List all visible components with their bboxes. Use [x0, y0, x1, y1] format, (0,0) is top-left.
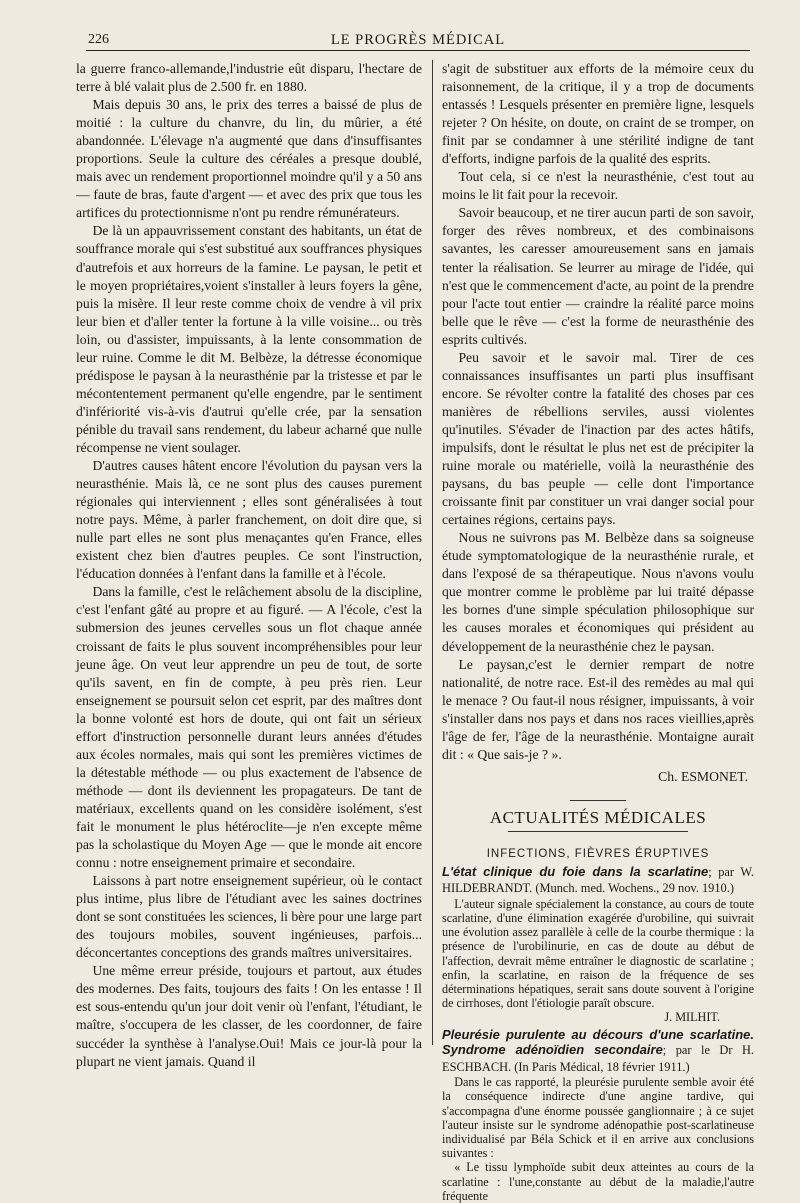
paragraph: Savoir beaucoup, et ne tirer aucun parti de son savoir, forger des rêves nombreux, et des combinaisons savantes, les caresser amoureusement sans en jamais tenter la réalisation. Se leurrer au mirage de l'idée, qui n'est que le commencement d'acte, au point de la prendre pour l'acte tout entier — craindre la réalité parce moins belle que le rêve — c'est la forme de neurasthénie des esprits cultivés.: [442, 205, 755, 347]
rubric-underline: [508, 831, 688, 832]
page-number: 226: [88, 32, 109, 47]
paragraph: Dans la famille, c'est le relâchement absolu de la discipline, c'est l'enfant gâté au propre et au figuré. — A l'école, c'est la submersion des jeunes cervelles sous un flot chaque année croissant de faits le plus souvent incompréhensibles pour leur jeune âge. On veut leur apprendre un peu de tout, de sorte qu'ils savent, en fin de compte, à peu près rien. Leur enseignement se poursuit selon cet esprit, par des maîtres dont la bonne volonté est hors de doute, qui ont fait un sérieux effort d'instruction personnelle durant leurs années d'études aux écoles normales, mais qui sont les premières victimes de la détestable méthode — ou plus exactement de l'absence de méthode — dont ils deviennent les propagateurs. De tant de matériaux, excellents quand on les considère isolément, s'est fait le monument le plus hétéroclite—je n'en excepte même pas la scholastique du Moyen Age — que le monde ait encore connu : notre enseignement primaire et secondaire.: [76, 584, 422, 871]
paragraph: Mais depuis 30 ans, le prix des terres a baissé de plus de moitié : la culture du chanvre, du lin, du mûrier, a été abandonnée. L'élevage n'a augmenté que dans d'insuffisantes proportions. Seule la culture des céréales a presque doublé, mais avec un rendement proportionnel moindre qu'il y a 50 ans — faute de bras, faute d'argent — et avec des prix que tous les artifices du protectionnisme n'ont pu rendre rémunérateurs.: [76, 97, 422, 221]
paragraph: la guerre franco-allemande,l'industrie eût disparu, l'hectare de terre à blé valait plus de 2.500 fr. en 1880.: [76, 61, 422, 95]
rubric-title: ACTUALITÉS MÉDICALES: [489, 807, 707, 827]
column-separator: [432, 60, 433, 1045]
paragraph: s'agit de substituer aux efforts de la mémoire ceux du raisonnement, de la critique, il y a trop de documents entassés ! Lesquels présenter en première ligne, lesquels rejeter ? On hésite, on doute, on craint de se tromper, on finit par se condamner à une stérilité indigne de tant d'efforts, indigne parfois de la qualité des esprits.: [442, 61, 754, 167]
article-body: L'auteur signale spécialement la constance, au cours de toute scarlatine, d'une élimination exagérée d'urobiline, qui suivrait une évolution assez parallèle à celle de la courbe thermique : la présence de l'urobilinurie, en cas de doute au début de l'affection, devrait même entraîner le diagnostic de scarlatine ; enfin, la scarlatine, en raison de la fréquence de ses déterminations hépatiques, serait sans doute souvent à l'origine de cirrhoses, dont l'étiologie paraît obscure.: [442, 896, 754, 1011]
left-column: [76, 60, 422, 1092]
article-body: Dans le cas rapporté, la pleurésie purulente semble avoir été la conséquence indirecte d'une angine tardive, qui s'accompagna d'une énorme poussée ganglionnaire ; à ce sujet l'auteur insiste sur le syndrome adénopathie post-scarlatineuse individualisé par Béla Schick et il en arrive aux conclusions suivantes :: [442, 1075, 754, 1161]
paragraph: Laissons à part notre enseignement supérieur, où le contact plus intime, plus libre de l'étudiant avec les saines doctrines dont se sont constituées les sciences, li bère pour une large part des toujours mobiles, souvent ingénieuses, parfois... déconcertantes conceptions des grands maîtres universitaires.: [76, 873, 422, 961]
paragraph: Nous ne suivrons pas M. Belbèze dans sa soigneuse étude symptomatologique de la neurasthénie rurale, et dans l'exposé de sa thérapeutique. Nous n'avons voulu que montrer comme le problème par lui traité dépasse les bornes d'une simple spéculation philosophique sur les causes morales et économiques qui président au développement de la neurasthénie chez le paysan.: [442, 530, 754, 654]
article-author: J. MILHIT.: [664, 1010, 720, 1025]
author-signature: Ch. ESMONET.: [658, 768, 748, 784]
article-title: Pleurésie purulente au décours d'une scarlatine. Syndrome adénoïdien secondaire: [442, 1026, 754, 1058]
article-title: L'état clinique du foie dans la scarlatine: [442, 863, 709, 879]
article-source: ; par le Dr H. ESCHBACH. (In Paris Médical, 18 février 1911.): [442, 1043, 754, 1074]
paragraph: D'autres causes hâtent encore l'évolution du paysan vers la neurasthénie. Mais là, ce ne sont plus des causes purement régionales qui interviennent ; elles sont généralisées à tout notre pays. Même, à parler franchement, on doit dire que, si nulle part elles ne sont plus menaçantes qu'en France, elles existent chez bien d'autres peuples. Ce sont l'instruction, l'éducation données à l'enfant dans la famille et à l'école.: [76, 458, 422, 582]
section-heading: INFECTIONS, FIÈVRES ÉRUPTIVES: [486, 847, 710, 860]
article-heading: [442, 864, 754, 897]
ornamental-rule: [570, 800, 626, 801]
paragraph: Une même erreur préside, toujours et partout, aux études des modernes. Des faits, toujours des faits ! On les entasse ! Il est sous-entendu qu'un jour doit venir où l'enfant, l'étudiant, le maître, s'occupera de les classer, de les coordonner, de faire succéder la synthèse à l'analyse.Oui! Mais ce jour-là pour la plupart ne vient jamais. Quand il: [76, 963, 422, 1069]
article-heading: [442, 1027, 754, 1076]
journal-title: LE PROGRÈS MÉDICAL: [330, 32, 506, 48]
right-column: [442, 60, 755, 1203]
article-source: ; par W. HILDEBRANDT. (Munch. med. Wochens., 29 nov. 1910.): [442, 864, 754, 896]
paragraph: De là un appauvrissement constant des habitants, un état de souffrance morale qui s'est substitué aux souffrances physiques d'autrefois et aux horreurs de la famine. Le paysan, le petit et le moyen propriétaires,voient s'installer à leurs foyers la gêne, puis la misère. Il leur reste comme choix de vendre à vil prix leur bien et d'aller tenter la fortune à la ville voisine... ou très loin, ou d'assister, impuissants, à la lente consommation de leur ruine. Comme le dit M. Belbèze, la détresse économique prédispose le paysan à la neurasthénie par la tristesse et par le mécontentement permanent qu'elle engendre, par le sentiment d'infériorité vis-à-vis d'autrui qu'elle crée, par la sensation pénible du travail sans rendement, du labeur acharné que nulle récompense ne vient soulager.: [76, 223, 422, 455]
paragraph: Le paysan,c'est le dernier rempart de notre nationalité, de notre race. Est-il des remèdes au mal qui le menace ? Ou faut-il nous résigner, impuissants, à voir s'installer dans nos pays et dans nos races vieillies,après l'âge de fer, l'âge de la neurasthénie. Montaigne aurait dit : « Que sais-je ? ».: [442, 656, 754, 762]
article-quote: « Le tissu lymphoïde subit deux atteintes au cours de la scarlatine : l'une,constante au début de la maladie,l'autre fréquente: [442, 1160, 754, 1203]
page-header: [86, 30, 750, 51]
paragraph: Tout cela, si ce n'est la neurasthénie, c'est tout au moins le lit fait pour la recevoir.: [442, 169, 754, 203]
paragraph: Peu savoir et le savoir mal. Tirer de ces connaissances insuffisantes un parti plus insuffisant encore. Se révolter contre la fatalité des choses par ces manières de rébellions serviles, aussi violentes qu'inutiles. S'évader de l'inaction par des actes hâtifs, impulsifs, dont le résultat le plus net est de précipiter la ruine morale ou matérielle, voilà la neurasthénie des paysans, du bas peuple — celle dont l'importance croissante finit par constituer un vrai danger social pour certaines régions, certains pays.: [442, 349, 754, 528]
